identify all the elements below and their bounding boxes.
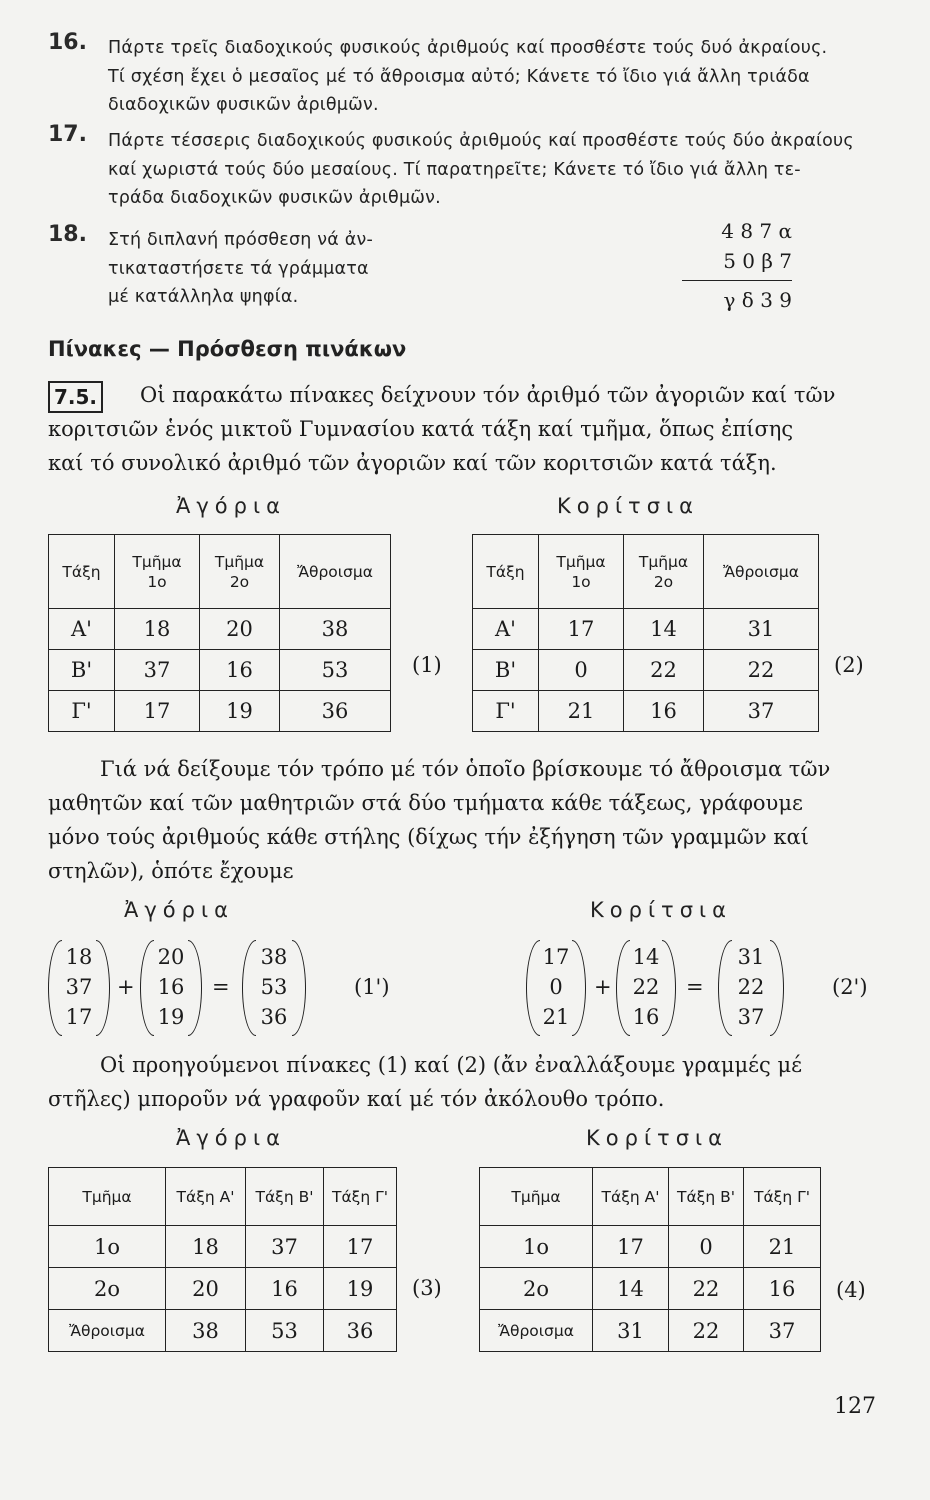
addition-row-2: 5 0 β 7 [723, 249, 792, 273]
boys-table [48, 534, 391, 732]
intro-line-1: Οἱ παρακάτω πίνακες δείχνουν τόν ἀριθμό τῶν ἀγοριῶν καί τῶν [140, 383, 836, 407]
girls-caption-3: Κορίτσια [586, 1126, 728, 1150]
exercise-17-number: 17. [48, 122, 87, 147]
matrix-entry: 16 [632, 1005, 660, 1029]
table-cell: 20 [200, 609, 280, 650]
table-cell: 16 [624, 691, 704, 732]
girls-table [472, 534, 819, 732]
table-cell: 37 [115, 650, 200, 691]
addition-problem [682, 216, 792, 315]
table-cell: 38 [166, 1310, 246, 1352]
boys-table-transposed [48, 1167, 397, 1352]
header-section-2: Τμῆμα 2ο [200, 535, 280, 609]
header-class-b: Τάξη Β' [246, 1168, 324, 1226]
table-cell: 37 [744, 1310, 821, 1352]
plus-sign: + [594, 975, 612, 999]
table-label-4: (4) [836, 1278, 866, 1302]
table-cell: 16 [200, 650, 280, 691]
table-cell: 14 [624, 609, 704, 650]
table-cell: 36 [324, 1310, 397, 1352]
matrix-entry: 22 [632, 975, 660, 999]
addition-result: γ δ 3 9 [682, 280, 792, 315]
exercise-18-number: 18. [48, 222, 87, 247]
table-cell: 38 [280, 609, 391, 650]
table-cell: 22 [624, 650, 704, 691]
equation-label-2: (2') [832, 975, 868, 999]
middle-line-1: Γιά νά δείξουμε τόν τρόπο μέ τόν ὁποῖο βρίσκουμε τό ἄθροισμα τῶν [100, 757, 831, 781]
girls-caption: Κορίτσια [557, 494, 699, 518]
section-heading: Πίνακες — Πρόσθεση πινάκων [48, 337, 407, 361]
right-parenthesis [188, 940, 202, 1036]
section-number: 7.5. [48, 381, 103, 413]
table-cell: Γ' [49, 691, 115, 732]
table-cell: 37 [246, 1226, 324, 1268]
plus-sign: + [117, 975, 135, 999]
header-section: Τμῆμα [49, 1168, 166, 1226]
right-parenthesis [96, 940, 110, 1036]
middle-line-4: στηλῶν), ὁπότε ἔχουμε [48, 859, 294, 883]
table-cell: 21 [539, 691, 624, 732]
header-class: Τάξη [473, 535, 539, 609]
girls-caption-2: Κορίτσια [590, 898, 732, 922]
transpose-line-1: Οἱ προηγούμενοι πίνακες (1) καί (2) (ἄν ἐναλλάξουμε γραμμές μέ [100, 1053, 803, 1077]
table-cell: 2ο [480, 1268, 593, 1310]
girls-table-transposed [479, 1167, 821, 1352]
equals-sign: = [212, 975, 230, 999]
table-cell: 2ο [49, 1268, 166, 1310]
text-line: Πάρτε τέσσερις διαδοχικούς φυσικούς ἀριθμούς καί προσθέστε τούς δύο ἀκραίους [108, 131, 854, 151]
matrix-entry: 14 [632, 945, 660, 969]
header-class: Τάξη [49, 535, 115, 609]
right-parenthesis [770, 940, 784, 1036]
matrix-entry: 22 [737, 975, 765, 999]
matrix-entry: 31 [737, 945, 765, 969]
intro-line-3: καί τό συνολικό ἀριθμό τῶν ἀγοριῶν καί τῶν κοριτσιῶν κατά τάξη. [48, 451, 777, 475]
text-line: Πάρτε τρεῖς διαδοχικούς φυσικούς ἀριθμούς καί προσθέστε τούς δυό ἀκραίους. [108, 38, 828, 58]
matrix-entry: 16 [157, 975, 185, 999]
table-cell: Α' [473, 609, 539, 650]
text-line: διαδοχικῶν φυσικῶν ἀριθμῶν. [108, 95, 379, 115]
table-cell: Ἄθροισμα [49, 1310, 166, 1352]
matrix-entry: 20 [157, 945, 185, 969]
right-parenthesis [292, 940, 306, 1036]
table-cell: Γ' [473, 691, 539, 732]
table-cell: 17 [324, 1226, 397, 1268]
header-class-b: Τάξη Β' [669, 1168, 744, 1226]
exercise-18-text [108, 226, 373, 312]
right-parenthesis [572, 940, 586, 1036]
text-line: Στή διπλανή πρόσθεση νά ἀν- [108, 230, 373, 250]
addition-row-1: 4 8 7 α [721, 219, 792, 243]
table-cell: 0 [539, 650, 624, 691]
exercise-16-number: 16. [48, 30, 87, 55]
header-total: Ἄθροισμα [280, 535, 391, 609]
table-label-2: (2) [834, 653, 864, 677]
table-cell: 22 [669, 1268, 744, 1310]
table-cell: 31 [593, 1310, 669, 1352]
table-cell: 22 [669, 1310, 744, 1352]
table-cell: Β' [473, 650, 539, 691]
matrix-entry: 53 [260, 975, 288, 999]
exercise-17-text [108, 127, 854, 213]
table-cell: 1ο [49, 1226, 166, 1268]
matrix-entry: 38 [260, 945, 288, 969]
table-cell: Ἄθροισμα [480, 1310, 593, 1352]
header-section-1: Τμῆμα 1ο [539, 535, 624, 609]
table-cell: 31 [704, 609, 819, 650]
table-cell: 0 [669, 1226, 744, 1268]
table-cell: 16 [246, 1268, 324, 1310]
table-cell: Α' [49, 609, 115, 650]
matrix-entry: 19 [157, 1005, 185, 1029]
matrix-entry: 21 [542, 1005, 570, 1029]
right-parenthesis [662, 940, 676, 1036]
text-line: τράδα διαδοχικῶν φυσικῶν ἀριθμῶν. [108, 188, 441, 208]
page-number: 127 [834, 1394, 876, 1419]
middle-line-2: μαθητῶν καί τῶν μαθητριῶν στά δύο τμήματα κάθε τάξεως, γράφουμε [48, 791, 803, 815]
matrix-entry: 36 [260, 1005, 288, 1029]
table-cell: 20 [166, 1268, 246, 1310]
header-class-c: Τάξη Γ' [744, 1168, 821, 1226]
table-cell: 14 [593, 1268, 669, 1310]
table-cell: 17 [593, 1226, 669, 1268]
table-label-1: (1) [412, 653, 442, 677]
table-cell: 36 [280, 691, 391, 732]
matrix-entry: 17 [542, 945, 570, 969]
transpose-line-2: στῆλες) μποροῦν νά γραφοῦν καί μέ τόν ἀκόλουθο τρόπο. [48, 1087, 665, 1111]
text-line: Τί σχέση ἔχει ὁ μεσαῖος μέ τό ἄθροισμα αὐτό; Κάνετε τό ἴδιο γιά ἄλλη τριάδα [108, 66, 810, 87]
table-cell: 1ο [480, 1226, 593, 1268]
table-cell: 17 [539, 609, 624, 650]
table-cell: 37 [704, 691, 819, 732]
table-cell: 53 [246, 1310, 324, 1352]
header-section: Τμῆμα [480, 1168, 593, 1226]
header-class-c: Τάξη Γ' [324, 1168, 397, 1226]
table-cell: 53 [280, 650, 391, 691]
table-cell: 18 [115, 609, 200, 650]
table-cell: Β' [49, 650, 115, 691]
table-cell: 16 [744, 1268, 821, 1310]
matrix-entry: 37 [737, 1005, 765, 1029]
header-class-a: Τάξη Α' [593, 1168, 669, 1226]
table-cell: 18 [166, 1226, 246, 1268]
text-line: καί χωριστά τούς δύο μεσαίους. Τί παρατηρεῖτε; Κάνετε τό ἴδιο γιά ἄλλη τε- [108, 159, 801, 180]
exercise-16-text [108, 34, 827, 120]
boys-caption: Ἀγόρια [176, 494, 286, 518]
header-total: Ἄθροισμα [704, 535, 819, 609]
matrix-entry: 17 [65, 1005, 93, 1029]
table-cell: 19 [200, 691, 280, 732]
header-class-a: Τάξη Α' [166, 1168, 246, 1226]
header-section-2: Τμῆμα 2ο [624, 535, 704, 609]
table-cell: 21 [744, 1226, 821, 1268]
text-line: τικαταστήσετε τά γράμματα [108, 258, 369, 279]
intro-line-2: κοριτσιῶν ἑνός μικτοῦ Γυμνασίου κατά τάξη καί τμῆμα, ὅπως ἐπίσης [48, 417, 794, 441]
boys-caption-3: Ἀγόρια [176, 1126, 286, 1150]
equation-label-1: (1') [354, 975, 390, 999]
table-cell: 17 [115, 691, 200, 732]
equals-sign: = [686, 975, 704, 999]
table-label-3: (3) [412, 1276, 442, 1300]
matrix-entry: 37 [65, 975, 93, 999]
text-line: μέ κατάλληλα ψηφία. [108, 287, 299, 307]
table-cell: 22 [704, 650, 819, 691]
table-cell: 19 [324, 1268, 397, 1310]
matrix-entry: 18 [65, 945, 93, 969]
boys-caption-2: Ἀγόρια [124, 898, 234, 922]
header-section-1: Τμῆμα 1ο [115, 535, 200, 609]
matrix-entry: 0 [549, 975, 563, 999]
middle-line-3: μόνο τούς ἀριθμούς κάθε στήλης (δίχως τήν ἐξήγηση τῶν γραμμῶν καί [48, 825, 809, 849]
